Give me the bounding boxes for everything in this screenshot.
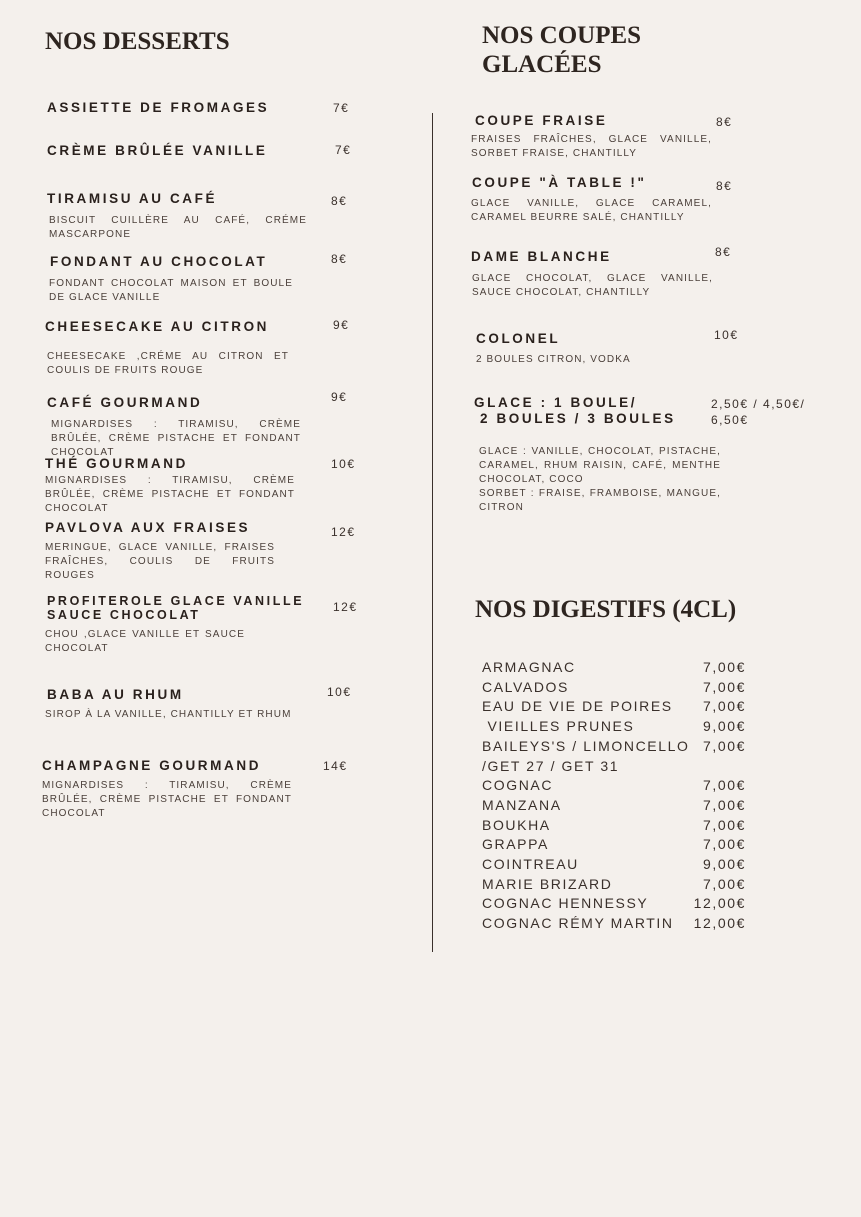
item-name: COLONEL [476, 331, 561, 346]
item-name: THÉ GOURMAND [45, 456, 188, 471]
item-name: PAVLOVA AUX FRAISES [45, 520, 251, 535]
list-item [482, 658, 746, 678]
digestifs-list [482, 658, 746, 934]
column-divider [432, 113, 433, 952]
item-name: COUPE "À TABLE !" [472, 175, 647, 190]
item-name: CHEESECAKE AU CITRON [45, 319, 270, 334]
list-item [482, 855, 746, 875]
item-name: MARIE BRIZARD [482, 875, 613, 892]
item-description: GLACE : VANILLE, CHOCOLAT, PISTACHE, CARAMEL, RHUM RAISIN, CAFÉ, MENTHE CHOCOLAT, COCO [479, 446, 721, 485]
list-item [482, 914, 746, 934]
list-item [482, 737, 746, 757]
item-name: ARMAGNAC [482, 659, 576, 675]
item-price: 10€ [327, 685, 352, 699]
item-price: 7,00€ [702, 816, 746, 833]
desserts-title: NOS DESSERTS [45, 28, 230, 55]
item-description: FONDANT CHOCOLAT MAISON ET BOULE DE GLACE VANILLE [49, 278, 293, 303]
item-price: 10€ [331, 457, 356, 471]
item-name: EAU DE VIE DE POIRES [482, 698, 673, 715]
coupes-title-line1: NOS COUPES [482, 22, 642, 49]
item-price: 7,00€ [702, 659, 746, 675]
item-name: COINTREAU [482, 856, 579, 873]
item-name: GLACE : 1 BOULE/ [474, 395, 638, 410]
item-price: 12€ [333, 600, 358, 614]
item-price: 2,50€ / 4,50€/ [711, 397, 806, 411]
item-description: BISCUIT CUILLÈRE AU CAFÉ, CRÉME MASCARPONE [49, 215, 307, 240]
item-price: 7€ [333, 101, 350, 115]
item-name: TIRAMISU AU CAFÉ [47, 191, 218, 206]
item-price: 7,00€ [702, 737, 746, 754]
item-name: COGNAC RÉMY MARTIN [482, 915, 674, 932]
item-name: BABA AU RHUM [47, 687, 184, 702]
list-item [482, 875, 746, 895]
list-item [482, 796, 746, 816]
item-name: COGNAC [482, 777, 554, 794]
item-price: 8€ [715, 245, 732, 259]
item-name: DAME BLANCHE [471, 249, 612, 264]
item-price: 9,00€ [702, 856, 746, 873]
item-price: 6,50€ [711, 413, 749, 427]
item-price: 9,00€ [702, 718, 746, 735]
item-price: 8€ [331, 252, 348, 266]
list-item [482, 757, 746, 777]
item-price: 7€ [335, 143, 352, 157]
item-price: 7,00€ [702, 698, 746, 715]
item-name: /GET 27 / GET 31 [482, 757, 620, 774]
item-name: MANZANA [482, 796, 562, 813]
item-name: VIEILLES PRUNES [482, 718, 635, 735]
item-price: 7,00€ [702, 875, 746, 892]
item-name: GRAPPA [482, 836, 549, 853]
item-name: CALVADOS [482, 678, 569, 695]
item-price: 12€ [331, 525, 356, 539]
item-price: 7,00€ [702, 836, 746, 853]
item-description: MIGNARDISES : TIRAMISU, CRÈME BRÛLÉE, CRÈME PISTACHE ET FONDANT CHOCOLAT [51, 419, 301, 458]
digestifs-title: NOS DIGESTIFS (4CL) [475, 596, 737, 623]
item-name: COGNAC HENNESSY [482, 895, 649, 912]
item-description: MIGNARDISES : TIRAMISU, CRÈME BRÛLÉE, CRÈME PISTACHE ET FONDANT CHOCOLAT [42, 780, 292, 819]
coupes-title-line2: GLACÉES [482, 51, 602, 78]
item-description: SORBET : FRAISE, FRAMBOISE, MANGUE, CITRON [479, 488, 721, 513]
list-item [482, 697, 746, 717]
list-item [482, 835, 746, 855]
item-name: CAFÉ GOURMAND [47, 395, 203, 410]
list-item [482, 678, 746, 698]
item-name: BOUKHA [482, 816, 551, 833]
item-price: 9€ [333, 318, 350, 332]
item-name: 2 BOULES / 3 BOULES [480, 411, 676, 426]
list-item [482, 717, 746, 737]
item-price: 7,00€ [702, 796, 746, 813]
item-name: ASSIETTE DE FROMAGES [47, 100, 270, 115]
item-price: 10€ [714, 328, 739, 342]
item-name: SAUCE CHOCOLAT [47, 608, 201, 622]
item-description: 2 BOULES CITRON, VODKA [476, 354, 631, 365]
item-price: 8€ [716, 115, 733, 129]
item-name: CRÈME BRÛLÉE VANILLE [47, 143, 268, 158]
item-description: MERINGUE, GLACE VANILLE, FRAISES FRAÎCHES, COULIS DE FRUITS ROUGES [45, 542, 275, 581]
item-name: BAILEYS'S / LIMONCELLO [482, 737, 690, 754]
item-description: MIGNARDISES : TIRAMISU, CRÈME BRÛLÉE, CRÈME PISTACHE ET FONDANT CHOCOLAT [45, 475, 295, 514]
item-price: 7,00€ [702, 777, 746, 794]
item-price: 9€ [331, 390, 348, 404]
item-price: 14€ [323, 759, 348, 773]
list-item [482, 894, 746, 914]
list-item [482, 776, 746, 796]
item-name: PROFITEROLE GLACE VANILLE [47, 594, 305, 608]
coupes-title [482, 21, 641, 79]
item-price: 12,00€ [693, 895, 746, 912]
item-name: FONDANT AU CHOCOLAT [50, 254, 268, 269]
item-description: SIROP À LA VANILLE, CHANTILLY ET RHUM [45, 709, 292, 720]
item-price: 7,00€ [702, 678, 746, 695]
item-name: COUPE FRAISE [475, 113, 608, 128]
item-description: GLACE VANILLE, GLACE CARAMEL, CARAMEL BEURRE SALÉ, CHANTILLY [471, 198, 712, 223]
item-price: 8€ [716, 179, 733, 193]
item-description: GLACE CHOCOLAT, GLACE VANILLE, SAUCE CHOCOLAT, CHANTILLY [472, 273, 713, 298]
item-description: CHEESECAKE ,CRÉME AU CITRON ET COULIS DE FRUITS ROUGE [47, 351, 289, 376]
item-price: 12,00€ [693, 915, 746, 932]
item-description: FRAISES FRAÎCHES, GLACE VANILLE, SORBET FRAISE, CHANTILLY [471, 134, 712, 159]
item-price: 8€ [331, 194, 348, 208]
item-name: CHAMPAGNE GOURMAND [42, 758, 262, 773]
list-item [482, 816, 746, 836]
item-description: CHOU ,GLACE VANILLE ET SAUCE CHOCOLAT [45, 629, 245, 654]
